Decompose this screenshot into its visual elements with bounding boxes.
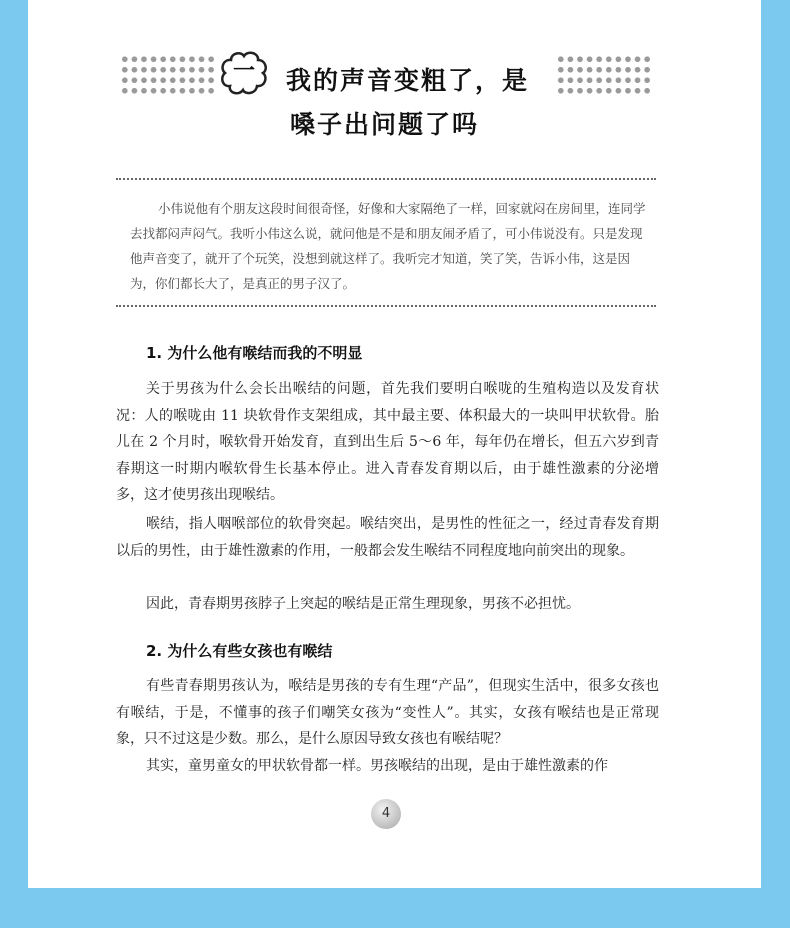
- book-page: [28, 0, 761, 888]
- chapter-title-line2: 嗓子出问题了吗: [290, 110, 480, 139]
- page-number: 4: [371, 799, 401, 829]
- section2-paragraph: 其实，童男童女的甲状软骨都一样。男孩喉结的出现，是由于雄性激素的作: [146, 758, 608, 774]
- chapter-badge: [219, 50, 269, 96]
- chapter-number: 一: [232, 59, 255, 84]
- section1-paragraph: 关于男孩为什么会长出喉结的问题，首先我们要明白喉咙的生殖构造以及发育状况：人的喉咙由 11 块软骨作支架组成，其中最主要、体积最大的一块叫甲状软骨。胎儿在 2 个月时，喉软骨开始发育，直到出生后 5～6 年，每年仍在增长，但五六岁到青春期这一时期内喉软骨生长基本停止。进入青春发育期以后，由于雄性激素的分泌增多，这才使男孩出现喉结。: [116, 381, 659, 503]
- dot-pattern-left: [120, 54, 216, 96]
- intro-story: 小伟说他有个朋友这段时间很奇怪，好像和大家隔绝了一样，回家就闷在房间里，连同学去找都闷声闷气。我听小伟这么说，就问他是不是和朋友闹矛盾了，可小伟说没有。只是发现他声音变了，就开了个玩笑，没想到就这样了。我听完才知道，笑了笑，告诉小伟，这是因为，你们都长大了，是真正的男子汉了。: [130, 201, 646, 291]
- section1-paragraph: 喉结，指人咽喉部位的软骨突起。喉结突出，是男性的性征之一，经过青春发育期以后的男性，由于雄性激素的作用，一般都会发生喉结不同程度地向前突出的现象。: [116, 516, 659, 559]
- bottom-dotted-rule: [116, 305, 656, 307]
- top-dotted-rule: [116, 178, 656, 180]
- section-heading-2: 2. 为什么有些女孩也有喉结: [146, 642, 333, 660]
- section2-paragraph: 有些青春期男孩认为，喉结是男孩的专有生理“产品”，但现实生活中，很多女孩也有喉结，于是，不懂事的孩子们嘲笑女孩为“变性人”。其实，女孩有喉结也是正常现象，只不过这是少数。那么，是什么原因导致女孩也有喉结呢？: [116, 678, 659, 747]
- section-heading-1: 1. 为什么他有喉结而我的不明显: [146, 344, 363, 362]
- section1-paragraph: 因此，青春期男孩脖子上突起的喉结是正常生理现象，男孩不必担忧。: [146, 596, 580, 612]
- chapter-title-line1: 我的声音变粗了，是: [286, 66, 530, 95]
- dot-pattern-right: [556, 54, 652, 96]
